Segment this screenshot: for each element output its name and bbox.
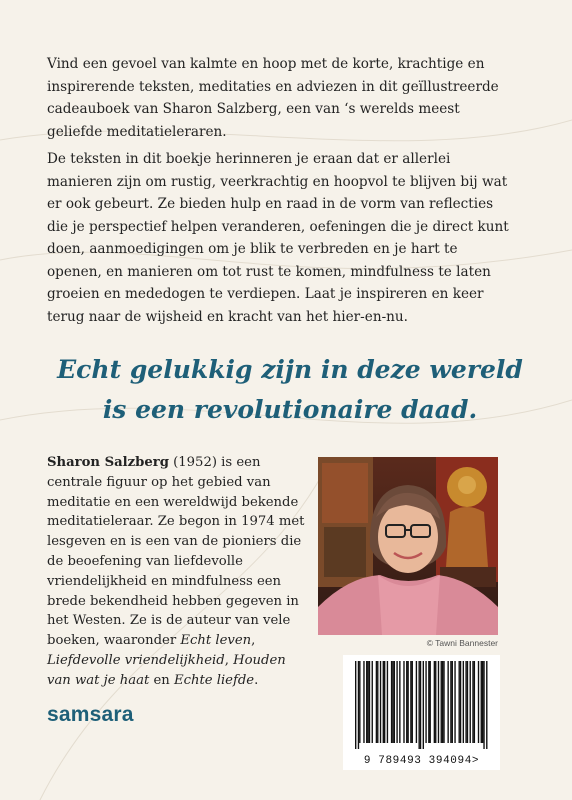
barcode-bar	[465, 661, 466, 743]
bio-separator: ,	[224, 652, 234, 668]
barcode-bar	[483, 661, 484, 749]
barcode-bar	[459, 661, 460, 743]
barcode-bar	[450, 661, 451, 743]
barcode-bar	[416, 661, 417, 743]
barcode-bar	[391, 661, 392, 743]
barcode-bar	[435, 661, 436, 743]
barcode-bar	[410, 661, 411, 743]
barcode-bar	[482, 661, 483, 743]
isbn-arrow: >	[471, 755, 480, 767]
barcode-bar	[394, 661, 395, 743]
isbn-digits: 9 789493 394094	[363, 755, 472, 767]
barcode-bar	[443, 661, 444, 743]
barcode-bar	[460, 661, 461, 743]
author-bio	[47, 453, 309, 691]
author-photo	[318, 457, 498, 635]
quote-line-2: is een revolutionaire daad.	[102, 395, 478, 424]
barcode-bar	[442, 661, 443, 743]
barcode-bar	[428, 661, 429, 743]
barcode-bar	[396, 661, 397, 743]
barcode-bar	[392, 661, 393, 743]
barcode-bar	[358, 661, 359, 749]
barcode-bar	[481, 661, 482, 743]
bio-end: .	[254, 672, 259, 688]
barcode-bars	[343, 655, 500, 770]
barcode-bar	[384, 661, 385, 743]
barcode-bar	[467, 661, 468, 743]
barcode-bar	[372, 661, 373, 743]
barcode-bar	[441, 661, 442, 743]
book-title-4: Echte liefde	[173, 672, 255, 688]
barcode-bar	[472, 661, 473, 743]
barcode-bar	[423, 661, 424, 749]
barcode-bar	[377, 661, 378, 743]
publisher-logo: samsara	[47, 703, 134, 726]
barcode-bar	[369, 661, 370, 743]
barcode-bar	[463, 661, 464, 743]
barcode-bar	[367, 661, 368, 743]
body-paragraph: De teksten in dit boekje herinneren je eraan dat er allerlei manieren zijn om rustig, veerkrachtig en hoopvol te blijven bij wat er ook gebeurt. Ze bieden hulp en raad in de vorm van reflecties die je perspectief helpen veranderen, oefeningen die je direct kunt doen, aanmoedigingen om je blik te verbreden en je hart te openen, en manieren om tot rust te komen, mindfulness te laten groeien en mededogen te verdiepen. Laat je inspireren en keer terug naar de wijsheid en kracht van het hier-en-nu.	[47, 151, 509, 325]
bio-text: (1952) is een centrale figuur op het gebied van meditatie en een wereldwijd bekende meditatieleraar. Ze begon in 1974 met lesgeven en is een van de pioniers die de beoefening van liefdevolle vriendelijkheid en mindfulness een brede bekendheid hebben gegeven in het Westen. Ze is de auteur van vele boeken, waaronder	[47, 455, 305, 649]
barcode-bar	[454, 661, 455, 743]
author-name: Sharon Salzberg	[47, 455, 169, 470]
barcode-bar	[383, 661, 384, 743]
barcode-bar	[470, 661, 471, 743]
photo-credit: © Tawni Bannester	[426, 638, 498, 648]
book-title-2: Liefdevolle vriendelijkheid	[47, 652, 225, 668]
barcode-bar	[420, 661, 421, 749]
intro-paragraph: Vind een gevoel van kalmte en hoop met de korte, krachtige en inspirerende teksten, meditaties en adviezen in dit geïllustreerde cadeauboek van Sharon Salzberg, een van ‘s werelds meest geliefde meditatieleraren.	[47, 56, 499, 140]
barcode-bar	[399, 661, 400, 743]
barcode-bar	[434, 661, 435, 743]
isbn-barcode	[343, 655, 500, 770]
barcode-bar	[478, 661, 479, 743]
barcode-bar	[430, 661, 431, 743]
barcode-bar	[403, 661, 404, 743]
isbn-number	[343, 755, 500, 767]
bio-separator: en	[149, 672, 174, 688]
barcode-bar	[380, 661, 381, 743]
barcode-bar	[355, 661, 356, 749]
barcode-bar	[407, 661, 408, 743]
quote-line-1: Echt gelukkig zijn in deze wereld	[57, 355, 523, 384]
barcode-bar	[406, 661, 407, 743]
book-title-1: Echt leven	[180, 633, 252, 649]
barcode-bar	[452, 661, 453, 743]
barcode-bar	[474, 661, 475, 743]
barcode-bar	[363, 661, 364, 743]
barcode-bar	[447, 661, 448, 743]
barcode-bar	[366, 661, 367, 743]
barcode-bar	[486, 661, 487, 749]
bio-separator: ,	[251, 633, 256, 649]
barcode-bar	[359, 661, 360, 743]
barcode-bar	[418, 661, 419, 749]
barcode-bar	[425, 661, 426, 743]
barcode-bar	[376, 661, 377, 743]
book-title-3: Houden van wat je haat	[47, 652, 286, 688]
barcode-bar	[438, 661, 439, 743]
pull-quote	[40, 350, 540, 430]
barcode-bar	[387, 661, 388, 743]
barcode-bar	[412, 661, 413, 743]
